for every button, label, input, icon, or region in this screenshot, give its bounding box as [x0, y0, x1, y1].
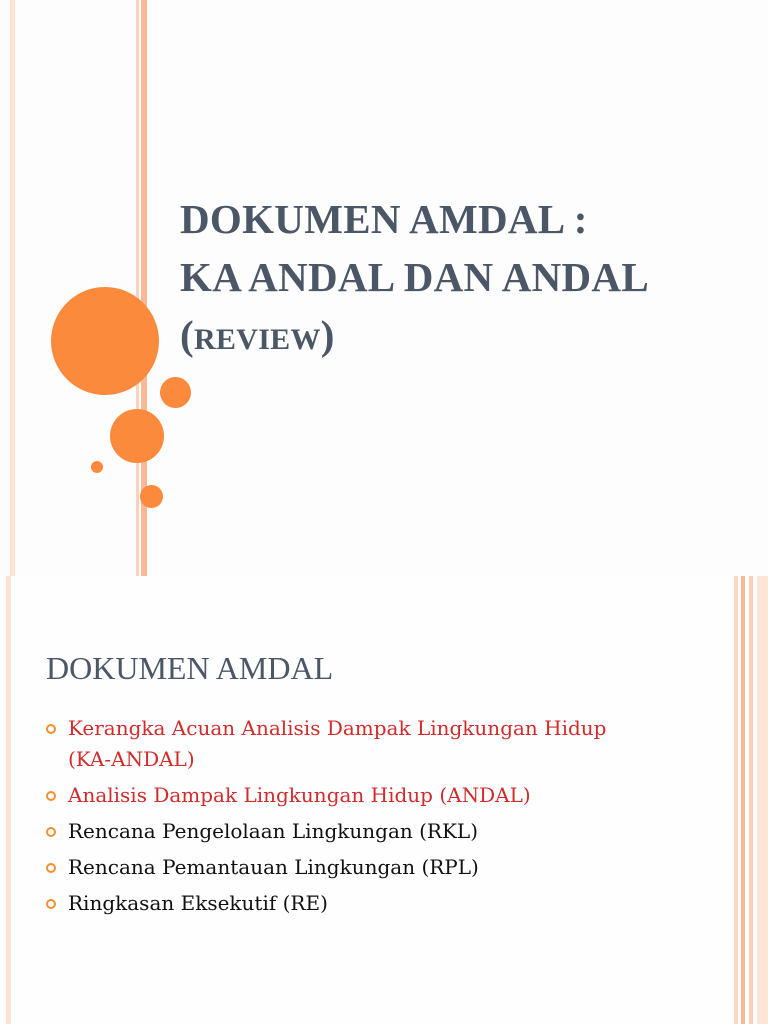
list-item-text: Rencana Pemantauan Lingkungan (RPL): [68, 855, 479, 879]
list-item: [46, 780, 646, 811]
list-item-text: Rencana Pengelolaan Lingkungan (RKL): [68, 819, 478, 843]
bullet-circle-icon: [46, 791, 56, 801]
title-line-1: DOKUMEN AMDAL :: [180, 196, 588, 242]
bullet-list: [46, 713, 646, 924]
decor-circle: [91, 461, 103, 473]
decor-stripe: [136, 0, 139, 576]
decor-stripe: [749, 576, 753, 1024]
list-item-text: Ringkasan Eksekutif (RE): [68, 891, 328, 915]
list-item: [46, 816, 646, 847]
decor-stripe: [10, 0, 15, 576]
title-review-word: REVIEW: [193, 323, 321, 356]
decor-circle-large: [51, 287, 159, 395]
content-slide: [0, 576, 768, 1024]
decor-circle: [110, 409, 164, 463]
title-paren-close: ): [320, 312, 335, 358]
bullet-circle-icon: [46, 827, 56, 837]
list-item-text: Analisis Dampak Lingkungan Hidup (ANDAL): [68, 783, 531, 807]
title-line-2: KA ANDAL DAN ANDAL: [180, 254, 649, 300]
decor-stripe: [741, 576, 745, 1024]
decor-stripe: [6, 576, 11, 1024]
decor-stripe: [757, 576, 768, 1024]
slide-title: [180, 190, 649, 369]
list-item: [46, 713, 646, 775]
bullet-circle-icon: [46, 724, 56, 734]
decor-circle: [140, 485, 163, 508]
decor-stripe: [734, 576, 738, 1024]
title-paren-open: (: [180, 312, 194, 358]
list-item-text: Kerangka Acuan Analisis Dampak Lingkungan Hidup (KA-ANDAL): [68, 716, 607, 771]
bullet-circle-icon: [46, 863, 56, 873]
list-item: [46, 852, 646, 883]
decor-circle: [160, 377, 191, 408]
list-item: [46, 888, 646, 919]
slide-heading: DOKUMEN AMDAL: [46, 650, 334, 686]
bullet-circle-icon: [46, 899, 56, 909]
